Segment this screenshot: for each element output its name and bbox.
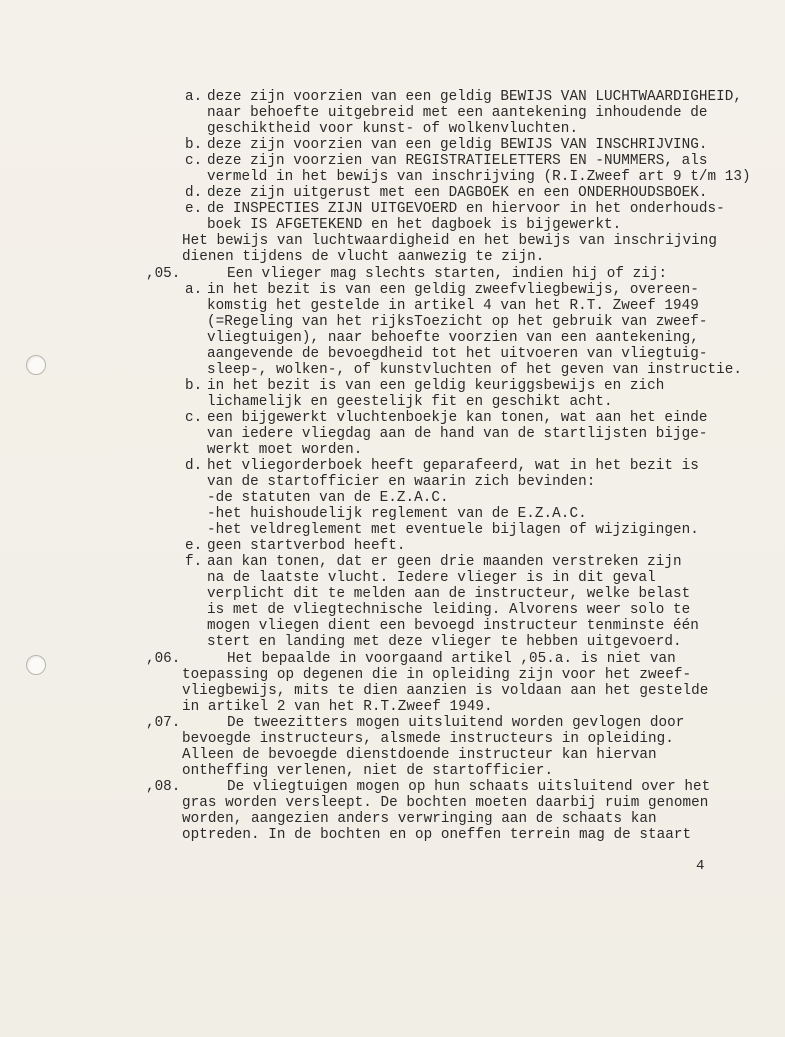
item-line: is met de vliegtechnische leiding. Alvorens weer solo te [207, 602, 691, 618]
paragraph-line: in artikel 2 van het R.T.Zweef 1949. [182, 699, 493, 715]
item-line: deze zijn uitgerust met een DAGBOEK en een ONDERHOUDSBOEK. [207, 185, 708, 201]
article-number: ,07. [146, 715, 181, 731]
item-label: c. [185, 153, 203, 169]
paragraph-line: Het bewijs van luchtwaardigheid en het bewijs van inschrijving [182, 233, 718, 249]
item-label: f. [185, 554, 203, 570]
item-line: de INSPECTIES ZIJN UITGEVOERD en hiervoor in het onderhouds- [207, 201, 725, 217]
item-label: d. [185, 185, 203, 201]
item-line: lichamelijk en geestelijk fit en geschikt acht. [207, 394, 613, 410]
punch-hole [26, 355, 46, 375]
paragraph-line: vliegbewijs, mits te dien aanzien is voldaan aan het gestelde [182, 683, 709, 699]
item-label: d. [185, 458, 203, 474]
item-line: komstig het gestelde in artikel 4 van het R.T. Zweef 1949 [207, 298, 699, 314]
paragraph-line: toepassing op degenen die in opleiding zijn voor het zweef- [182, 667, 692, 683]
item-line: aangevende de bevoegdheid tot het uitvoeren van vliegtuig- [207, 346, 708, 362]
item-line: sleep-, wolken-, of kunstvluchten of het geven van instructie. [207, 362, 743, 378]
article-number: ,06. [146, 651, 181, 667]
paragraph-line: Alleen de bevoegde dienstdoende instructeur kan hiervan [182, 747, 657, 763]
item-line: deze zijn voorzien van REGISTRATIELETTERS EN -NUMMERS, als [207, 153, 708, 169]
item-line: in het bezit is van een geldig keuriggsbewijs en zich [207, 378, 665, 394]
article-first-line: De vliegtuigen mogen op hun schaats uitsluitend over het [227, 779, 711, 795]
paragraph-line: dienen tijdens de vlucht aanwezig te zijn. [182, 249, 545, 265]
paragraph-line: worden, aangezien anders verwringing aan de schaats kan [182, 811, 657, 827]
item-line: het vliegorderboek heeft geparafeerd, wat in het bezit is [207, 458, 699, 474]
item-line: -de statuten van de E.Z.A.C. [207, 490, 449, 506]
item-label: a. [185, 89, 203, 105]
item-line: naar behoefte uitgebreid met een aantekening inhoudende de [207, 105, 708, 121]
item-line: aan kan tonen, dat er geen drie maanden verstreken zijn [207, 554, 682, 570]
item-line: geschiktheid voor kunst- of wolkenvluchten. [207, 121, 579, 137]
item-label: e. [185, 201, 203, 217]
paragraph-line: bevoegde instructeurs, alsmede instructeurs in opleiding. [182, 731, 674, 747]
item-line: deze zijn voorzien van een geldig BEWIJS VAN LUCHTWAARDIGHEID, [207, 89, 743, 105]
item-label: b. [185, 137, 203, 153]
item-line: mogen vliegen dient een bevoegd instructeur tenminste één [207, 618, 699, 634]
article-number: ,05. [146, 266, 181, 282]
item-line: verplicht dit te melden aan de instructeur, welke belast [207, 586, 691, 602]
item-line: -het huishoudelijk reglement van de E.Z.A.C. [207, 506, 587, 522]
item-label: e. [185, 538, 203, 554]
item-line: deze zijn voorzien van een geldig BEWIJS VAN INSCHRIJVING. [207, 137, 708, 153]
item-line: van iedere vliegdag aan de hand van de startlijsten bijge- [207, 426, 708, 442]
article-first-line: Het bepaalde in voorgaand artikel ,05.a. is niet van [227, 651, 676, 667]
paragraph-line: gras worden versleept. De bochten moeten daarbij ruim genomen [182, 795, 709, 811]
item-label: b. [185, 378, 203, 394]
punch-hole [26, 655, 46, 675]
item-line: (=Regeling van het rijksToezicht op het gebruik van zweef- [207, 314, 708, 330]
item-line: stert en landing met deze vlieger te hebben uitgevoerd. [207, 634, 682, 650]
article-intro: Een vlieger mag slechts starten, indien hij of zij: [227, 266, 668, 282]
item-line: geen startverbod heeft. [207, 538, 406, 554]
item-line: een bijgewerkt vluchtenboekje kan tonen, wat aan het einde [207, 410, 708, 426]
item-label: c. [185, 410, 203, 426]
item-line: boek IS AFGETEKEND en het dagboek is bijgewerkt. [207, 217, 622, 233]
item-label: a. [185, 282, 203, 298]
item-line: na de laatste vlucht. Iedere vlieger is in dit geval [207, 570, 656, 586]
article-first-line: De tweezitters mogen uitsluitend worden gevlogen door [227, 715, 685, 731]
page-number: 4 [696, 858, 705, 874]
paragraph-line: ontheffing verlenen, niet de startofficier. [182, 763, 554, 779]
item-line: vliegtuigen), naar behoefte voorzien van een aantekening, [207, 330, 699, 346]
item-line: werkt moet worden. [207, 442, 363, 458]
item-line: van de startofficier en waarin zich bevinden: [207, 474, 596, 490]
item-line: -het veldreglement met eventuele bijlagen of wijzigingen. [207, 522, 699, 538]
item-line: vermeld in het bewijs van inschrijving (R.I.Zweef art 9 t/m 13) [207, 169, 751, 185]
article-number: ,08. [146, 779, 181, 795]
item-line: in het bezit is van een geldig zweefvliegbewijs, overeen- [207, 282, 699, 298]
paragraph-line: optreden. In de bochten en op oneffen terrein mag de staart [182, 827, 692, 843]
